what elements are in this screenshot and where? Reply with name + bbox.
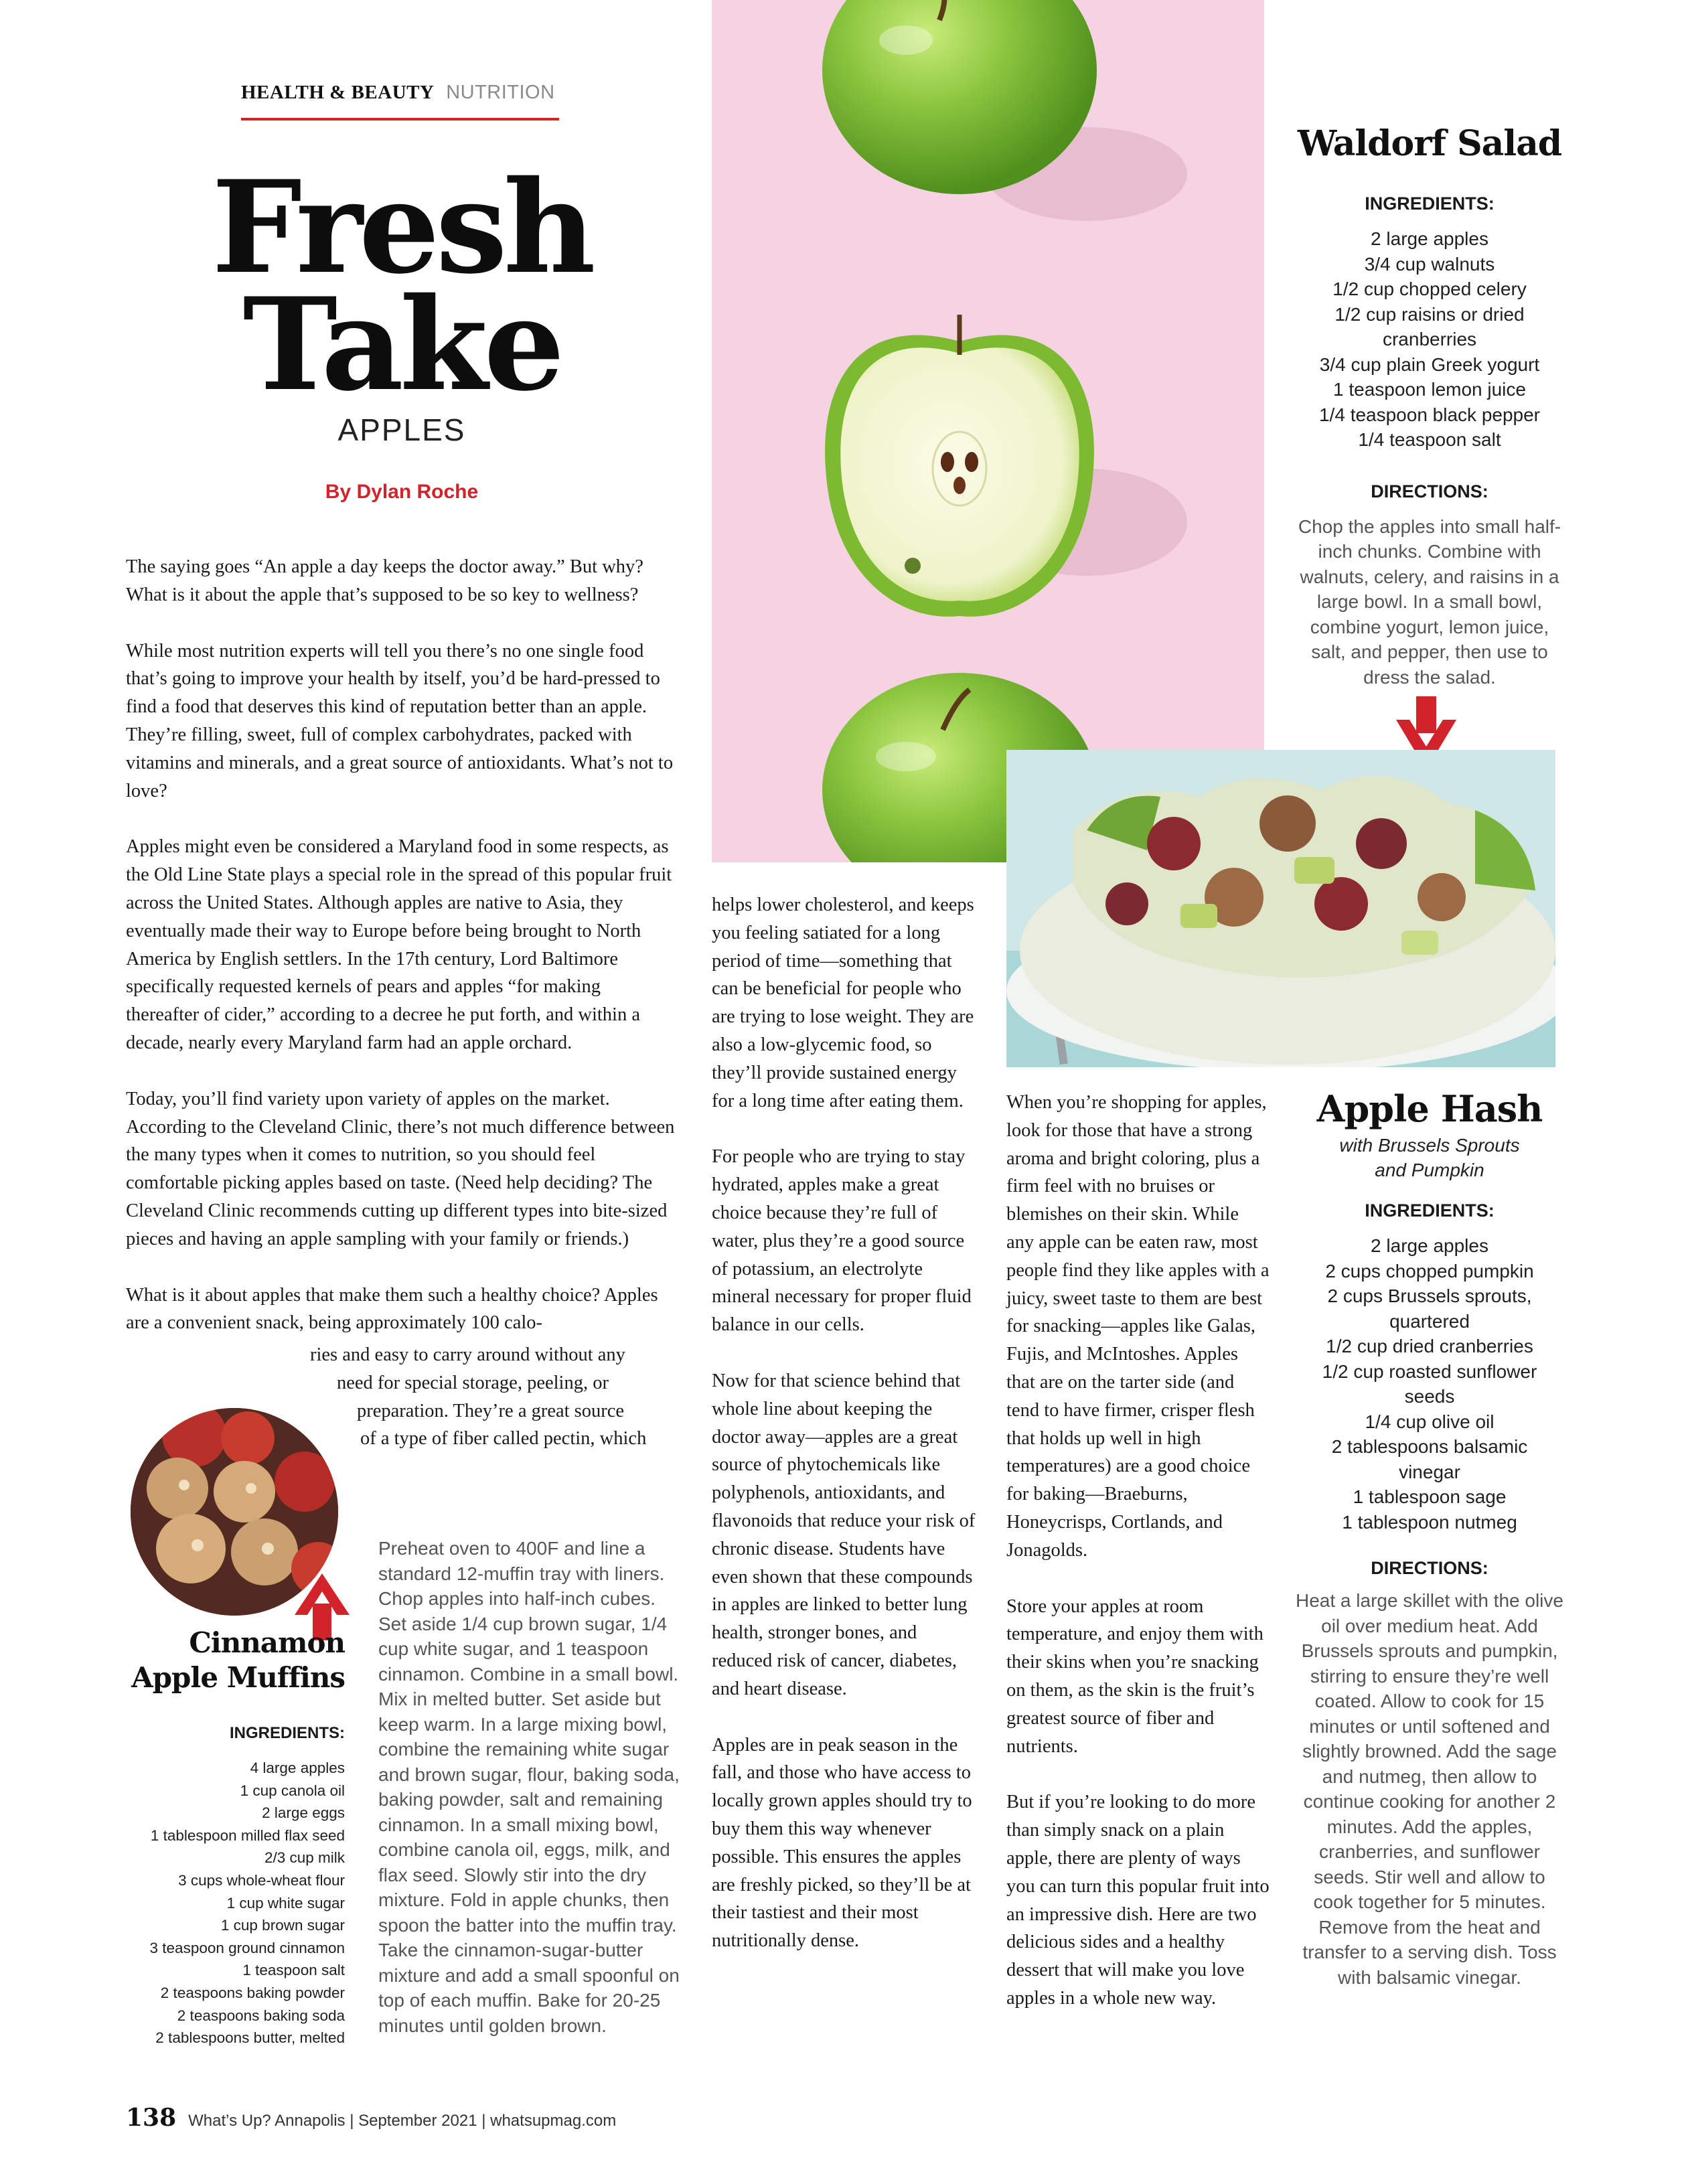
ingredient: 1 cup brown sugar xyxy=(220,1917,345,1934)
paragraph: While most nutrition experts will tell you there’s no one single food that’s going to improve your health by itself, you’d be hard-pressed to find a food that deserves this kind of reputation better than an apple. They’re filling, sweet, full of complex carbohydrates, packed with vitamins and minerals, and a great source of antioxidants. What’s not to love? xyxy=(126,640,674,801)
ingredient: 1 teaspoon lemon juice xyxy=(1333,379,1526,400)
directions-heading: DIRECTIONS: xyxy=(1371,1558,1488,1578)
ingredients-heading: INGREDIENTS: xyxy=(229,1724,345,1742)
ingredient: 3/4 cup walnuts xyxy=(1364,253,1495,275)
ingredient: 1 cup white sugar xyxy=(226,1894,345,1912)
ingredient: 1/2 cup roasted sunflower xyxy=(1322,1360,1537,1382)
ingredient: quartered xyxy=(1389,1310,1470,1332)
wrap-line: ries and easy to carry around without any xyxy=(310,1344,625,1365)
ingredient: 1/2 cup dried cranberries xyxy=(1326,1336,1533,1356)
ingredients-list xyxy=(1292,1233,1567,1535)
paragraph: Store your apples at room temperature, and enjoy them with their skins when you’re snacking on them, as the skin is the fruit’s greatest source of fiber and nutrients. xyxy=(1006,1595,1264,1757)
apple-half xyxy=(825,315,1094,617)
recipe-title: Apple Hash xyxy=(1316,1087,1543,1130)
ingredient: 1/2 cup chopped celery xyxy=(1332,279,1527,299)
page-subtitle: APPLES xyxy=(337,412,466,447)
page-title-line-1: Fresh xyxy=(212,153,592,302)
ingredient: 3 teaspoon ground cinnamon xyxy=(149,1939,345,1956)
muffin-directions-text: Preheat oven to 400F and line a standard 12-muffin tray with liners. Chop apples into half-inch cubes. Set aside 1/4 cup brown sugar, 1/4 cup white sugar, and 1 teaspoon cinnamon. Combine in a small bowl. Mix in melted butter. Set aside but keep warm. In a large mixing bowl, combine the remaining white sugar and brown sugar, flour, baking soda, baking powder, salt and remaining cinnamon. In a small mixing bowl, combine canola oil, eggs, milk, and flax seed. Slowly stir into the dry mixture. Fold in apple chunks, then spoon the batter into the muffin tray. Take the cinnamon-sugar-butter mixture and add a small spoonful on top of each muffin. Bake for 20-25 minutes until golden brown. xyxy=(378,1538,680,2036)
article-column-1 xyxy=(126,553,675,1365)
ingredient: 3/4 cup plain Greek yogurt xyxy=(1319,354,1540,375)
ingredient: 2 large apples xyxy=(1371,1235,1488,1256)
ingredient: 1/4 teaspoon salt xyxy=(1358,429,1501,450)
ingredient: 2 tablespoons balsamic xyxy=(1331,1436,1528,1457)
wrap-line: of a type of fiber called pectin, which xyxy=(360,1428,647,1450)
paragraph: The saying goes “An apple a day keeps the doctor away.” But why? What is it about the apple that’s supposed to be so key to wellness? xyxy=(126,556,643,605)
section-divider xyxy=(241,118,559,121)
paragraph: But if you’re looking to do more than simply snack on a plain apple, there are plenty of ways you can turn this popular fruit into an impressive dish. Here are two delicious sides and a healthy dessert that will make you love apples in a whole new way. xyxy=(1006,1792,1270,2009)
recipe-title-line-2: Apple Muffins xyxy=(131,1661,345,1694)
waldorf-salad-photo xyxy=(1006,750,1555,1067)
ingredients-list xyxy=(1292,226,1567,453)
recipe-title: Waldorf Salad xyxy=(1297,123,1562,164)
ingredient: 2 teaspoons baking powder xyxy=(160,1984,345,2001)
waldorf-salad-recipe xyxy=(1292,121,1567,690)
ingredient: 1/4 cup olive oil xyxy=(1365,1411,1495,1432)
paragraph: Apples might even be considered a Maryland food in some respects, as the Old Line State plays a special role in the spread of this popular fruit across the United States. Although apples are native to Asia, they eventually made their way to Europe before being brought to North America by English settlers. In the 17th century, Lord Baltimore specifically requested kernels of pears and apples “for making thereafter of cider,” according to a decree he put forth, and within a decade, nearly every Maryland farm had an apple orchard. xyxy=(126,836,672,1053)
wrap-line: need for special storage, peeling, or xyxy=(337,1372,609,1393)
section-label xyxy=(241,82,559,104)
ingredient: 2/3 cup milk xyxy=(264,1849,345,1867)
ingredient: 1 cup canola oil xyxy=(240,1782,345,1799)
ingredient: 1 tablespoon sage xyxy=(1353,1486,1507,1507)
cinnamon-apple-muffins-recipe xyxy=(127,1626,345,2049)
paragraph: For people who are trying to stay hydrated, apples make a great choice because they’re full of water, plus they’re a good source of potassium, an electrolyte mineral necessary for proper fluid balance in our cells. xyxy=(712,1146,972,1336)
paragraph: Today, you’ll find variety upon variety of apples on the market. According to the Cleveland Clinic, there’s not much difference between the many types when it comes to nutrition, so you should feel comfortable picking apples based on taste. (Need help deciding? The Cleveland Clinic recommends cutting up different types into bite-sized pieces and having an apple sampling with your family or friends.) xyxy=(126,1088,675,1249)
directions-heading: DIRECTIONS: xyxy=(1371,481,1488,501)
byline: By Dylan Roche xyxy=(325,481,479,503)
ingredient: cranberries xyxy=(1382,329,1477,349)
ingredient: vinegar xyxy=(1399,1461,1460,1482)
apples-illustration xyxy=(712,0,1264,862)
ingredient: 2 large eggs xyxy=(262,1804,345,1822)
recipe-subtitle-line-1: with Brussels Sprouts xyxy=(1339,1135,1520,1156)
ingredient: 1/4 teaspoon black pepper xyxy=(1318,404,1541,425)
paragraph: helps lower cholesterol, and keeps you feeling satiated for a long period of time—something that can be beneficial for people who are trying to lose weight. They are also a low-glycemic food, so they’ll provide sustained energy for a long time after eating them. xyxy=(712,894,974,1111)
ingredients-heading: INGREDIENTS: xyxy=(1365,193,1495,214)
recipe-subtitle-line-2: and Pumpkin xyxy=(1375,1160,1484,1180)
paragraph: Apples are in peak season in the fall, and those who have access to locally grown apples should try to buy them this way whenever possible. This ensures the apples are freshly picked, so they’ll be at their tastiest and their most nutritionally dense. xyxy=(712,1734,972,1952)
directions-text: Chop the apples into small half-inch chunks. Combine with walnuts, celery, and raisins in a large bowl. In a small bowl, combine yogurt, lemon juice, salt, and pepper, then use to dress the salad. xyxy=(1298,516,1561,688)
page-title-line-2: Take xyxy=(242,270,561,419)
ingredient: 2 tablespoons butter, melted xyxy=(155,2029,345,2047)
page-footer xyxy=(126,2104,729,2132)
ingredient: 1 teaspoon salt xyxy=(242,1962,345,1979)
subsection-name: NUTRITION xyxy=(446,82,555,103)
green-apples-photo xyxy=(712,0,1264,862)
ingredient: 2 cups Brussels sprouts, xyxy=(1327,1285,1532,1306)
ingredient: 2 large apples xyxy=(1371,228,1488,249)
ingredient: 2 cups chopped pumpkin xyxy=(1325,1260,1534,1281)
page-number: 138 xyxy=(126,2104,177,2132)
ingredient: 2 teaspoons baking soda xyxy=(177,2007,345,2024)
ingredient: 1 tablespoon milled flax seed xyxy=(150,1826,345,1844)
recipe-title-line-1: Cinnamon xyxy=(189,1626,345,1659)
paragraph: What is it about apples that make them such a healthy choice? Apples are a convenient snack, being approximately 100 calo- xyxy=(126,1284,658,1334)
ingredient: seeds xyxy=(1404,1386,1455,1407)
paragraph: Now for that science behind that whole line about keeping the doctor away—apples are a great source of phytochemicals like polyphenols, antioxidants, and flavonoids that reduce your risk of chronic disease. Students have even shown that these compounds in apples are linked to better lung health, stronger bones, and reduced risk of cancer, diabetes, and heart disease. xyxy=(712,1370,976,1699)
ingredient: 4 large apples xyxy=(250,1760,345,1776)
footer-publication: What’s Up? Annapolis | September 2021 | whatsupmag.com xyxy=(188,2112,617,2130)
apple-hash-recipe xyxy=(1292,1085,1567,1990)
article-column-3 xyxy=(1006,1089,1271,2041)
directions-text: Heat a large skillet with the olive oil over medium heat. Add Brussels sprouts and pumpkin, stirring to ensure they’re well coated. Allow to cook for 15 minutes or until softened and slightly browned. Add the sage and nutmeg, then allow to continue cooking for another 2 minutes. Add the apples, cranberries, and sunflower seeds. Stir well and allow to cook together for 5 minutes. Remove from the heat and transfer to a serving dish. Toss with balsamic vinegar. xyxy=(1296,1590,1563,1988)
section-name: HEALTH & BEAUTY xyxy=(241,82,435,103)
wrap-line: preparation. They’re a great source xyxy=(357,1400,625,1421)
article-column-2 xyxy=(712,891,976,1983)
ingredient: 3 cups whole-wheat flour xyxy=(178,1871,345,1889)
ingredients-list xyxy=(127,1757,345,2049)
ingredient: 1/2 cup raisins or dried xyxy=(1334,303,1525,325)
paragraph: When you’re shopping for apples, look for those that have a strong aroma and bright coloring, plus a firm feel with no bruises or blemishes on their skin. While any apple can be eaten raw, most people find they like apples with a juicy, sweet taste to them are best for snacking—apples like Galas, Fujis, and McIntoshes. Apples that are on the tarter side (and tend to have firmer, crisper flesh that holds up well in high temperatures) are a good choice for baking—Braeburns, Honeycrisps, Cortlands, and Jonagolds. xyxy=(1006,1092,1270,1561)
salad-illustration xyxy=(1006,750,1555,1067)
ingredients-heading: INGREDIENTS: xyxy=(1365,1200,1495,1221)
ingredient: 1 tablespoon nutmeg xyxy=(1342,1511,1517,1533)
